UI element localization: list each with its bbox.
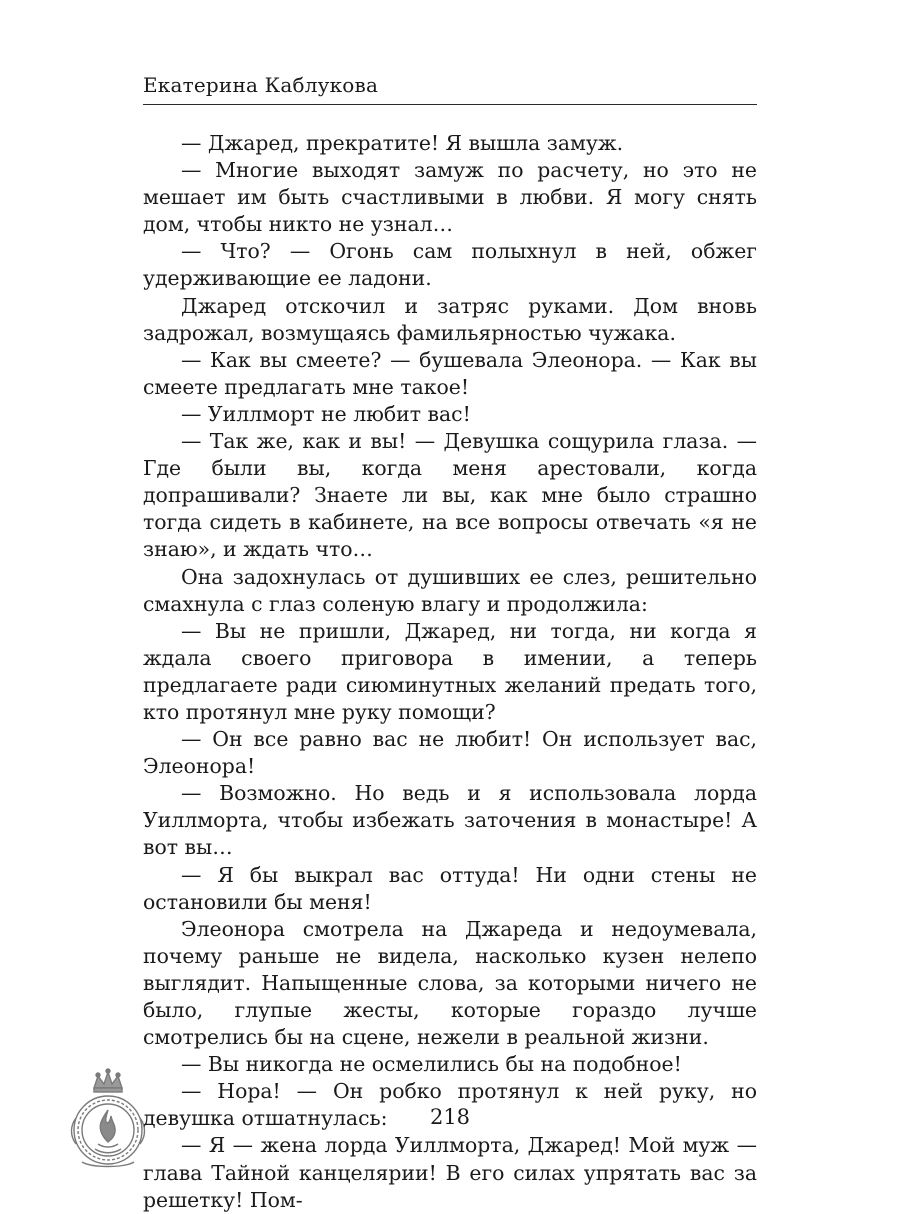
paragraph: — Так же, как и вы! — Девушка сощурила глаза. — Где были вы, когда меня арестовали, когда допрашивали? Знаете ли вы, как мне было страшно тогда сидеть в кабинете, на все вопросы отвечать «я не знаю», и ждать что…: [143, 429, 757, 562]
paragraph: — Что? — Огонь сам полыхнул в ней, обжег удерживающие ее ладони.: [143, 239, 757, 291]
paragraph: — Возможно. Но ведь и я использовала лорда Уиллморта, чтобы избежать заточения в монастыре! А вот вы…: [143, 781, 757, 860]
paragraph: Джаред отскочил и затряс руками. Дом вновь задрожал, возмущаясь фамильярностью чужака.: [143, 293, 757, 345]
paragraph: Она задохнулась от душивших ее слез, решительно смахнула с глаз соленую влагу и продолжила:: [143, 564, 757, 616]
paragraph: — Джаред, прекратите! Я вышла замуж.: [181, 131, 624, 155]
paragraph: — Уиллморт не любит вас!: [181, 401, 471, 426]
paragraph: — Вы не пришли, Джаред, ни тогда, ни когда я ждала своего приговора в имении, а теперь предлагаете ради сиюминутных желаний предать того, кто протянул мне руку помощи?: [143, 618, 757, 724]
body-text: [143, 130, 757, 1214]
paragraph: — Вы никогда не осмелились бы на подобное!: [181, 1052, 682, 1077]
paragraph: Элеонора смотрела на Джареда и недоумевала, почему раньше не видела, насколько кузен нелепо выглядит. Напыщенные слова, за которыми ничего не было, глупые жесты, которые гораздо лучше смотрелись бы на сцене, нежели в реальной жизни.: [143, 916, 757, 1050]
page-number: 218: [429, 1105, 471, 1129]
paragraph: — Нора! — Он робко протянул к ней руку, но девушка отшатнулась:: [143, 1079, 757, 1131]
paragraph: — Как вы смеете? — бушевала Элеонора. — Как вы смеете предлагать мне такое!: [143, 347, 757, 399]
running-header: [143, 70, 757, 105]
paragraph: — Я бы выкрал вас оттуда! Ни одни стены не остановили бы меня!: [143, 862, 757, 914]
paragraph: — Я — жена лорда Уиллморта, Джаред! Мой муж — глава Тайной канцелярии! В его силах упрятать вас за решетку! Пом-: [143, 1133, 757, 1212]
paragraph: — Многие выходят замуж по расчету, но это не мешает им быть счастливыми в любви. Я могу снять дом, чтобы никто не узнал…: [143, 158, 757, 237]
author-name: Екатерина Каблукова: [143, 73, 379, 97]
paragraph: — Он все равно вас не любит! Он использует вас, Элеонора!: [143, 727, 757, 779]
